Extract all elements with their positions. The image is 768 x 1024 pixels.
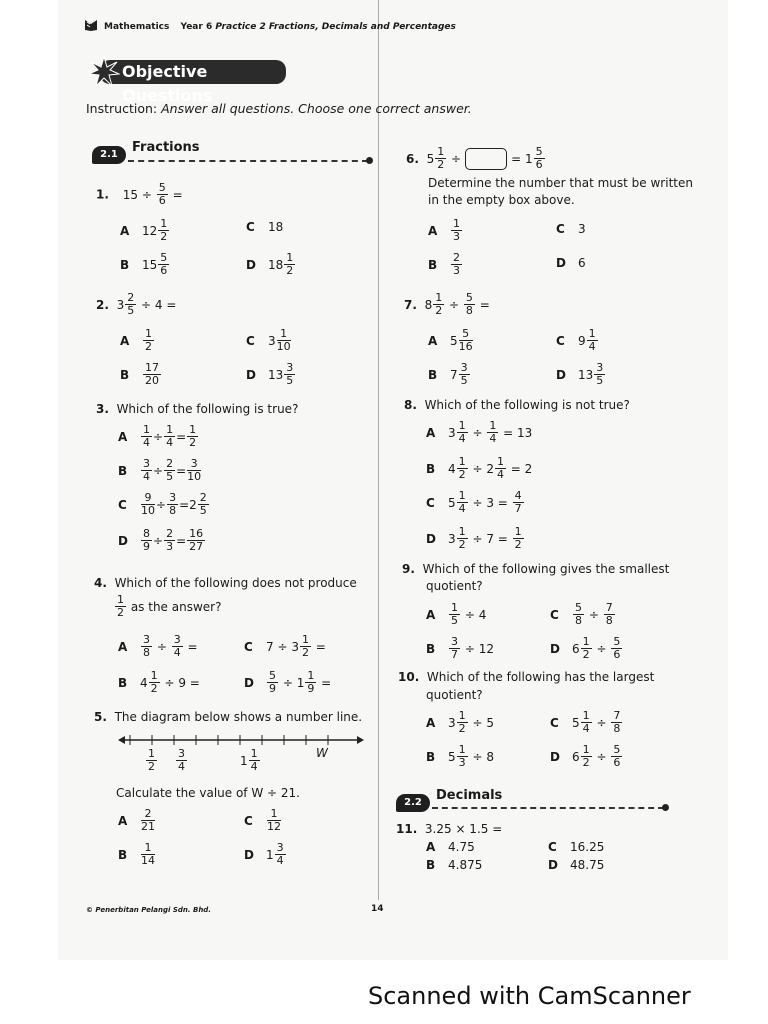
q9-option-c[interactable]: C 5 8 ÷ 7 8 (550, 601, 613, 627)
q5-option-a[interactable]: A 2 21 (118, 807, 155, 833)
section-divider (432, 807, 664, 809)
question-5: 5. The diagram below shows a number line. (94, 710, 363, 724)
section-title-decimals: Decimals (436, 788, 503, 803)
q3-option-c[interactable]: C $\frac{9}{10}$ ÷ $\frac{3}{8}$ = 2 2 5 (118, 491, 207, 517)
q8-option-c[interactable]: C 5 $\frac{1}{4}$ ÷ 3 = $\frac{4}{7}$ (426, 489, 522, 515)
question-3: 3. Which of the following is true? (96, 402, 299, 416)
section-badge-fractions: 2.1 (92, 146, 126, 164)
publisher-footer: © Penerbitan Pelangi Sdn. Bhd. (86, 906, 211, 914)
q6-option-a[interactable]: A 1 3 (428, 217, 460, 243)
answer-box[interactable] (465, 148, 507, 170)
q11-option-b[interactable]: B 4.875 (426, 858, 483, 872)
q2-option-a[interactable]: A 1 2 (120, 327, 152, 353)
q7-option-d[interactable]: D 13 3 5 (556, 361, 604, 387)
q1-option-b[interactable]: B 15 5 6 (120, 251, 168, 277)
header-subject: Mathematics (104, 22, 170, 32)
q8-option-b[interactable]: B 4 1 2 ÷ 2 $\frac{1}{4}$ = 2 (426, 455, 533, 481)
q4-option-c[interactable]: C 7 ÷ 3 1 2 = (244, 633, 326, 659)
question-5-ask: Calculate the value of W ÷ 21. (116, 786, 300, 800)
question-7: 7. 8 $\frac{1}{2}$ ÷ $\frac{5}{8}$ = (404, 291, 490, 317)
q11-option-a[interactable]: A 4.75 (426, 840, 475, 854)
book-logo-icon (84, 18, 98, 32)
q1-fraction: $\frac{5}{6}$ (158, 181, 166, 207)
question-10-text2: quotient? (426, 688, 483, 702)
q6-option-c[interactable]: C 3 (556, 222, 586, 236)
scanner-watermark: Scanned with CamScanner (368, 982, 691, 1010)
q4-option-b[interactable]: B 4 $\frac{1}{2}$ ÷ 9 = (118, 669, 200, 695)
objective-title: Objective Questions (122, 62, 213, 105)
section-divider-dot (366, 157, 373, 164)
q8-option-d[interactable]: D 3 $\frac{1}{2}$ ÷ 7 = $\frac{1}{2}$ (426, 525, 522, 551)
section-title-fractions: Fractions (132, 140, 200, 155)
number-line-label-w: W (316, 746, 328, 760)
question-6-text: Determine the number that must be written (428, 176, 693, 190)
instruction-text: Answer all questions. Choose one correct answer. (161, 101, 472, 116)
number-line-label-one-quarter: 1 1 4 (240, 747, 258, 773)
q3-option-b[interactable]: B $\frac{3}{4}$ ÷ $\frac{2}{5}$ = $\frac{3}{10}$ (118, 457, 202, 483)
q10-option-c[interactable]: C 5 1 4 ÷ 7 8 (550, 709, 621, 735)
q1-option-a[interactable]: A 12 1 2 (120, 217, 168, 243)
q10-option-b[interactable]: B 5 $\frac{1}{3}$ ÷ 8 (426, 743, 494, 769)
question-2: 2. 3 $\frac{2}{5}$ ÷ 4 = (96, 291, 177, 317)
page-header (104, 22, 456, 32)
instruction-label: Instruction: (86, 101, 158, 116)
q6-option-b[interactable]: B 2 3 (428, 251, 460, 277)
q8-option-a[interactable]: A 3 1 4 ÷ $\frac{1}{4}$ = 13 (426, 419, 533, 445)
section-divider (128, 160, 368, 162)
q5-option-d[interactable]: D 1 3 4 (244, 841, 284, 867)
q11-option-d[interactable]: D 48.75 (548, 858, 605, 872)
question-9-text2: quotient? (426, 579, 483, 593)
q5-option-b[interactable]: B 1 14 (118, 841, 155, 867)
q7-option-c[interactable]: C 9 1 4 (556, 327, 596, 353)
question-10: 10. Which of the following has the largest (398, 670, 655, 684)
question-11: 11. 3.25 × 1.5 = (396, 822, 503, 836)
q1-whole: 15 (122, 187, 139, 202)
page-number: 14 (371, 904, 384, 914)
question-6-text2: in the empty box above. (428, 193, 575, 207)
header-year: Year 6 (180, 22, 213, 32)
question-1 (96, 182, 183, 207)
q6-option-d[interactable]: D 6 (556, 256, 586, 270)
question-4-line2: 1 2 as the answer? (117, 593, 222, 619)
q4-option-a[interactable]: A 3 8 ÷ $\frac{3}{4}$ = (118, 633, 198, 659)
q1-option-d[interactable]: D 18 1 2 (246, 251, 294, 277)
q7-option-a[interactable]: A 5 5 16 (428, 327, 473, 353)
column-divider (378, 0, 380, 900)
q1-op: ÷ (141, 187, 152, 202)
q5-option-c[interactable]: C 1 12 (244, 807, 281, 833)
header-practice: Practice 2 Fractions, Decimals and Percentages (215, 22, 456, 32)
starburst-icon (88, 56, 120, 88)
q9-option-b[interactable]: B $\frac{3}{7}$ ÷ 12 (426, 635, 494, 661)
section-badge-decimals: 2.2 (396, 794, 430, 812)
q10-option-a[interactable]: A 3 $\frac{1}{2}$ ÷ 5 (426, 709, 494, 735)
question-9: 9. Which of the following gives the smallest (402, 562, 670, 576)
q9-option-d[interactable]: D 6 1 2 ÷ 5 6 (550, 635, 621, 661)
question-8: 8. Which of the following is not true? (404, 398, 630, 412)
objective-banner (100, 60, 286, 105)
number-line-label-three-quarters: 3 4 (178, 747, 185, 773)
instruction (86, 101, 472, 116)
q11-option-c[interactable]: C 16.25 (548, 840, 605, 854)
q3-option-a[interactable]: A $\frac{1}{4}$ ÷ $\frac{1}{4}$ = $\frac{1}{2}$ (118, 423, 197, 449)
q10-option-d[interactable]: D 6 1 2 ÷ 5 6 (550, 743, 621, 769)
number-line-label-half: 1 2 (148, 747, 155, 773)
q2-option-b[interactable]: B 17 20 (120, 361, 159, 387)
q1-option-c[interactable]: C 18 (246, 220, 284, 234)
question-number: 1. (96, 187, 109, 202)
q4-option-d[interactable]: D $\frac{5}{9}$ ÷ 1 1 9 = (244, 669, 332, 695)
question-4: 4. Which of the following does not produce (94, 576, 357, 590)
q2-option-c[interactable]: C 3 1 10 (246, 327, 291, 353)
q2-option-d[interactable]: D 13 3 5 (246, 361, 294, 387)
q9-option-a[interactable]: A $\frac{1}{5}$ ÷ 4 (426, 601, 487, 627)
q7-option-b[interactable]: B 7 3 5 (428, 361, 468, 387)
question-6: 6. 5 $\frac{1}{2}$ ÷ = 1 5 6 (406, 145, 543, 171)
q1-eq: = (172, 187, 183, 202)
q3-option-d[interactable]: D $\frac{8}{9}$ ÷ $\frac{2}{3}$ = $\frac{16}{27}$ (118, 527, 204, 553)
section-divider-dot (662, 804, 669, 811)
